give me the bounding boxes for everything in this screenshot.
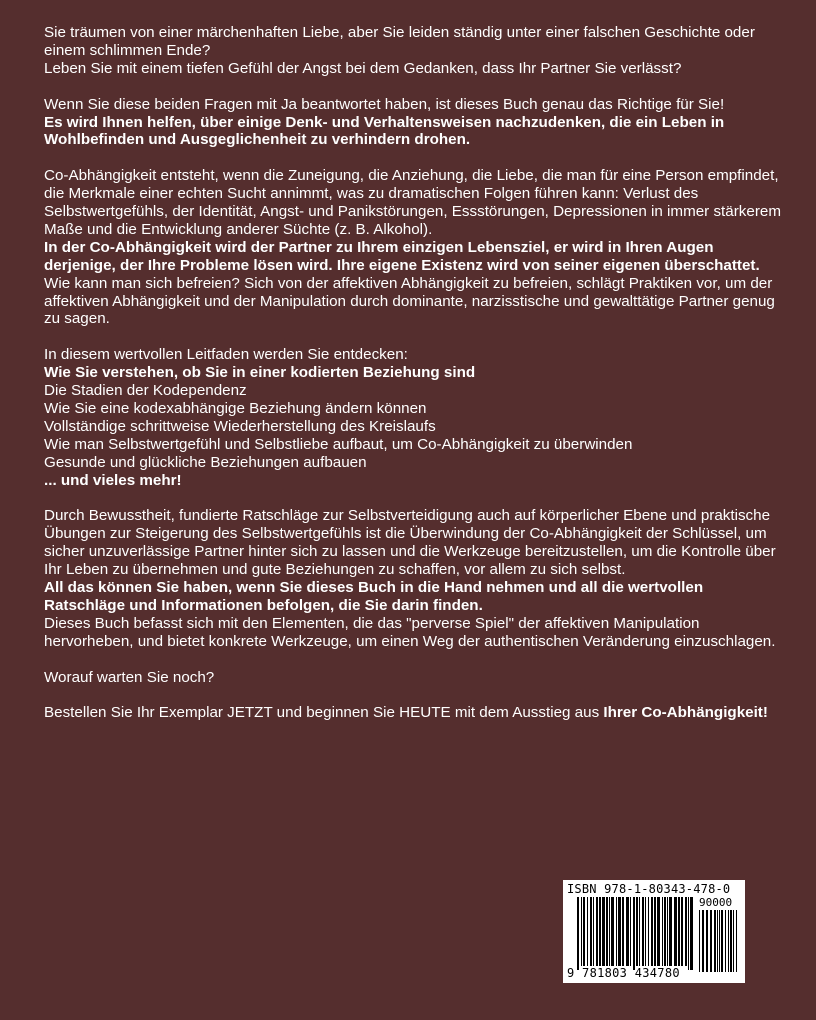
barcode-bar [596,897,598,966]
liberation-text: Wie kann man sich befreien? Sich von der affektiven Abhängigkeit zu befreien, schlägt Praktiken vor, um der affektiven Abhängigkeit und der Manipulation durch dominante, narzisstische und gewalttätige Partner genug zu sagen. [44,274,775,328]
book-elements-text: Dieses Buch befasst sich mit den Elementen, die das "perverse Spiel" der affektiven Manipulation hervorheben, und bietet konkrete Werkzeuge, um einen Weg der authentischen Veränderung einzuschlagen. [44,614,776,650]
question-two: Leben Sie mit einem tiefen Gefühl der Angst bei dem Gedanken, dass Ihr Partner Sie verlässt? [44,59,682,77]
addon-bar [733,910,734,972]
definition-text: Co-Abhängigkeit entsteht, wenn die Zuneigung, die Anziehung, die Liebe, die man für eine Person empfindet, die Merkmale einer echten Sucht annimmt, was zu dramatischen Folgen führen kann: Verlust des Selbstwertgefühls, der Identität, Angst- und Panikstörungen, Essstörungen, Depressionen in immer stärkerem Maße und die Entwicklung anderer Süchte (z. B. Alkohol). [44,167,781,238]
benefits-text: Durch Bewusstheit, fundierte Ratschläge zur Selbstverteidigung auch auf körperlicher Ebene und praktische Übungen zur Steigerung des Selbstwertgefühls ist die Überwindung der Co-Abhängigkeit der Schlüssel, um sicher unzuverlässige Partner hinter sich zu lassen und die Werkzeuge bereitzustellen, um die Kontrolle über Ihr Leben zu übernehmen und gute Beziehungen zu schaffen, vor allem zu sich selbst. [44,507,776,579]
guide-intro: In diesem wertvollen Leitfaden werden Sie entdecken: [44,346,408,364]
addon-bar [721,910,723,972]
barcode-bar [630,897,631,966]
addon-bar [730,910,732,972]
barcode-bar [616,897,617,966]
barcode-bar [648,897,649,966]
barcode-bar [664,897,666,966]
isbn-label: ISBN 978-1-80343-478-0 [567,882,731,896]
barcode-bar [674,897,677,966]
addon-bar [717,910,718,972]
barcode-bar [618,897,621,966]
barcode-bar [690,897,693,970]
barcode-bar [599,897,601,966]
addon-bar [719,910,720,972]
waiting-question: Worauf warten Sie noch? [44,668,215,686]
book-purpose [44,96,784,150]
addon-bar [736,910,737,972]
barcode-bar [626,897,629,966]
order-emphasis: Ihrer Co-Abhängigkeit! [603,704,768,722]
barcode-bar [636,897,638,966]
ean-digits: 9 781803 434780 [567,966,680,980]
guide-item: Gesunde und glückliche Beziehungen aufbauen [44,453,367,471]
barcode-bar [657,897,660,966]
guide-item: Wie Sie eine kodexabhängige Beziehung ändern können [44,399,427,417]
barcode-bar [606,897,608,966]
addon-bar [714,910,716,972]
barcode-bar [681,897,683,966]
barcode-bar [583,897,585,966]
barcode-bar [662,897,663,966]
purpose-detail: Es wird Ihnen helfen, über einige Denk- und Verhaltensweisen nachzudenken, die ein Leben in Wohlbefinden und Ausgeglichenheit zu verhindern drohen. [44,113,725,149]
barcode-bar [654,897,656,966]
codependency-explanation [44,167,784,328]
barcode-bar [651,897,653,966]
guide-item: Wie Sie verstehen, ob Sie in einer kodierten Beziehung sind [44,364,476,382]
isbn-barcode [563,880,745,983]
barcode-bar [645,897,646,966]
barcode-bar [577,897,579,970]
addon-bar [728,910,729,972]
addon-bar [725,910,726,972]
price-addon: 90000 [699,896,733,909]
barcode-bar [609,897,610,966]
benefits-promise: All das können Sie haben, wenn Sie dieses Buch in die Hand nehmen und all die wertvollen Ratschläge und Informationen befolgen, die Sie darin finden. [44,579,704,614]
intro-questions [44,24,784,78]
purpose-line: Wenn Sie diese beiden Fragen mit Ja beantwortet haben, ist dieses Buch genau das Richtige für Sie! [44,95,725,113]
call-to-action [44,704,784,722]
barcode-bar [688,897,689,970]
addon-bar [706,910,708,972]
addon-bar [699,910,700,972]
guide-item: Die Stadien der Kodependenz [44,382,247,400]
benefits-section [44,507,784,650]
addon-bar [710,910,712,972]
barcode-bar [622,897,624,966]
barcode-bar [678,897,680,966]
barcode-bar [590,897,592,966]
guide-item: Wie man Selbstwertgefühl und Selbstliebe aufbaut, um Co-Abhängigkeit zu überwinden [44,435,633,453]
guide-item: Vollständige schrittweise Wiederherstellung des Kreislaufs [44,417,436,435]
question-one: Sie träumen von einer märchenhaften Liebe, aber Sie leiden ständig unter einer falschen Geschichte oder einem schlimmen Ende? [44,24,755,59]
barcode-bar [669,897,672,966]
barcode-bar [685,897,687,966]
order-text: Bestellen Sie Ihr Exemplar JETZT und beginnen Sie HEUTE mit dem Ausstieg aus Ihrer Co-Abhängigkeit! [44,704,768,722]
addon-bar [702,910,704,972]
barcode-bar [593,897,594,966]
barcode-bar [633,897,635,970]
barcode-bar [602,897,605,966]
call-question [44,669,784,687]
partner-focus-text: In der Co-Abhängigkeit wird der Partner zu Ihrem einzigen Lebensziel, er wird in Ihren Augen derjenige, der Ihre Probleme lösen wird. Ihre eigene Existenz wird von seiner eigenen überschattet. [44,238,760,274]
barcode-bar [611,897,614,966]
barcode-bar [581,897,582,966]
guide-item-more: ... und vieles mehr! [44,471,182,489]
barcode-bar [587,897,588,966]
barcode-bar [639,897,640,966]
guide-contents [44,346,784,489]
barcode-bar [642,897,644,966]
back-cover-text [44,24,784,722]
barcode-bar [667,897,668,966]
